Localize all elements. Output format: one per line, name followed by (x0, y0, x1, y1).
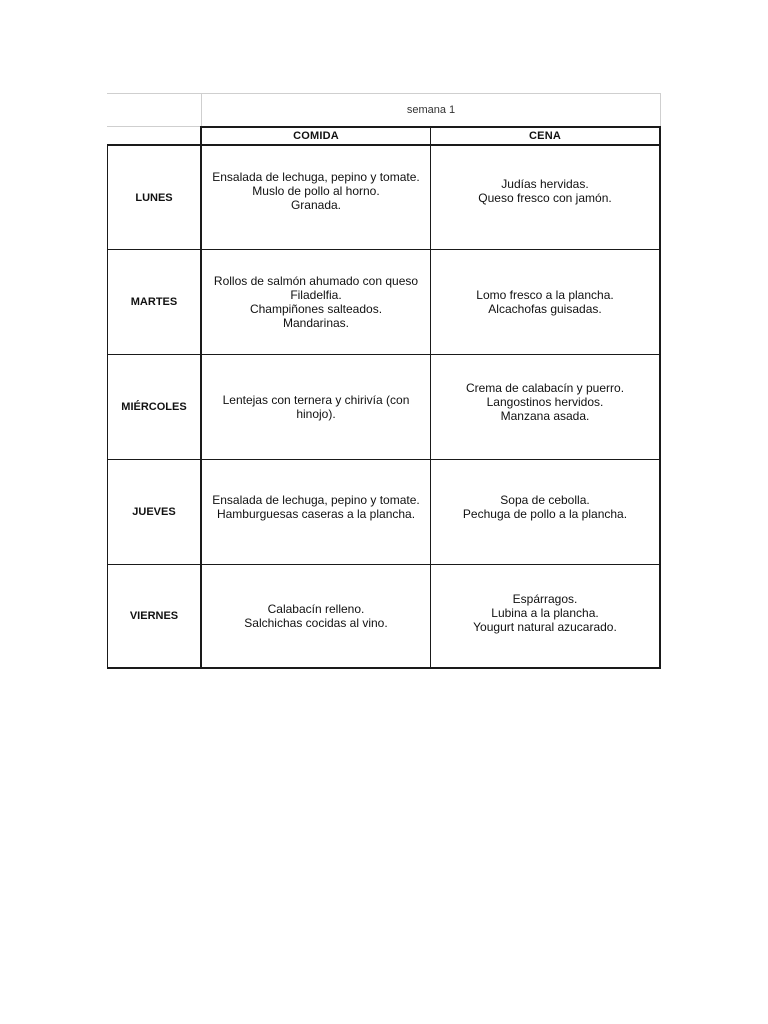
meal-line: Calabacín relleno. (267, 602, 365, 616)
meal-line: Ensalada de lechuga, pepino y tomate. (212, 493, 420, 507)
table-bottom-border (107, 667, 661, 669)
column-header-comida: COMIDA (293, 130, 339, 142)
meal-line: Yougurt natural azucarado. (473, 620, 617, 634)
meal-line: Muslo de pollo al horno. (252, 184, 380, 198)
meal-line: Lomo fresco a la plancha. (476, 288, 614, 302)
comida-cell-jueves (202, 460, 430, 554)
meal-line: Queso fresco con jamón. (478, 191, 612, 205)
day-label-martes: MARTES (130, 296, 178, 308)
meal-line: Mandarinas. (282, 316, 350, 330)
meal-line: Sopa de cebolla. (500, 493, 590, 507)
cena-cell-viernes (431, 565, 659, 661)
day-label-jueves: JUEVES (132, 506, 176, 518)
meal-line: Manzana asada. (500, 409, 590, 423)
cena-cell-jueves (431, 460, 659, 554)
table-right-border (659, 126, 661, 669)
day-label-miercoles: MIÉRCOLES (121, 401, 187, 413)
day-label-viernes: VIERNES (129, 610, 179, 622)
comida-cell-viernes (202, 565, 430, 667)
meal-line: Hamburguesas caseras a la plancha. (216, 507, 416, 521)
comida-cell-martes (202, 250, 430, 354)
meal-line: Lubina a la plancha. (491, 606, 599, 620)
meal-line: Alcachofas guisadas. (488, 302, 602, 316)
week-label: semana 1 (406, 103, 456, 116)
cena-cell-lunes (431, 146, 659, 236)
day-label-lunes: LUNES (135, 191, 173, 204)
meal-line: hinojo). (296, 407, 336, 421)
meal-line: Granada. (290, 198, 342, 212)
meal-line: Rollos de salmón ahumado con queso (213, 274, 419, 288)
column-header-cena: CENA (529, 130, 561, 142)
cena-cell-martes (431, 250, 659, 354)
comida-cell-lunes (202, 146, 430, 236)
meal-line: Salchichas cocidas al vino. (244, 616, 388, 630)
meal-line: Judías hervidas. (501, 177, 589, 191)
meal-line: Crema de calabacín y puerro. (465, 381, 625, 395)
comida-cell-miercoles (202, 355, 430, 459)
meal-line: Champiñones salteados. (249, 302, 383, 316)
header-right-border (660, 93, 661, 126)
meal-line: Espárragos. (512, 592, 578, 606)
header-divider (107, 126, 201, 127)
weekly-menu-table (107, 93, 661, 669)
meal-line: Langostinos hervidos. (486, 395, 604, 409)
meal-line: Filadelfia. (290, 288, 342, 302)
cena-cell-miercoles (431, 355, 659, 449)
meal-line: Ensalada de lechuga, pepino y tomate. (212, 170, 420, 184)
meal-line: Lentejas con ternera y chirivía (con (222, 393, 410, 407)
meal-line: Pechuga de pollo a la plancha. (462, 507, 628, 521)
